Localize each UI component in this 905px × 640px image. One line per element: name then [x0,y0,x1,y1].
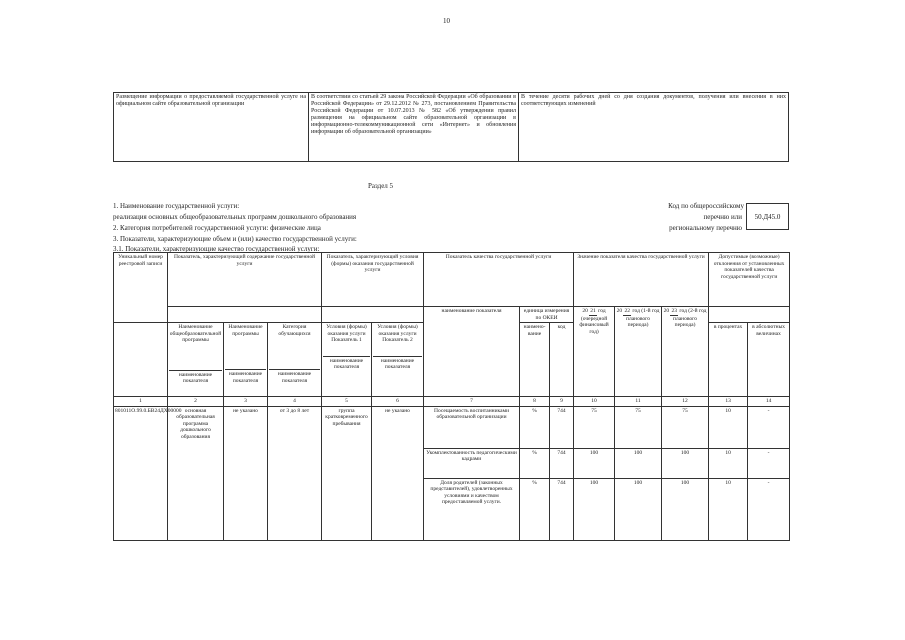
row-program: не указано [224,406,268,540]
header-conditions: Показатель, характеризующий условия (формы) оказания государственной услуги [322,253,424,307]
placement-frequency: В течение десяти рабочих дней со дня создания документов, получения или внесения в них соответствующих изменений [519,93,789,162]
header-percent: в процентах [709,323,748,397]
indicator-value-3: 100 [662,448,709,478]
indicator-value-1: 75 [574,406,615,448]
header-quality: Показатель качества государственной услуги [424,253,574,307]
placement-basis: В соответствии со статьей 29 закона Российской Федерации «Об образовании в Российской Федерации» от 29.12.2012 № 273, постановлением Правительства Российской Федерации от 10.07.2013 № 582 «Об утверждении правил размещения на официальном сайте образовательной организации в информационно-телекоммуникационной сети «Интернет» и обновления информации об образовательной организации» [309,93,519,162]
header-category: Категория обучающихся наименование показателя [268,323,322,397]
column-number: 9 [550,397,574,407]
indicator-name: Доля родителей (законных представителей), удовлетворенных условиями и качеством предоставляемой услуги. [424,478,520,540]
indicator-value-3: 75 [662,406,709,448]
indicators-heading: 3. Показатели, характеризующие объем и (или) качество государственной услуги: [113,235,357,243]
indicator-name: Посещаемость воспитанниками образовательной организации [424,406,520,448]
column-number: 2 [168,397,224,407]
header-unit-name: наимено-вание [520,323,550,397]
header-values: Значение показателя качества государственной услуги [574,253,709,307]
header-program: Наименование программы наименование показателя [224,323,268,397]
column-numbers-row [114,397,790,407]
column-number: 13 [709,397,748,407]
row-condition-1: группа кратковременного пребывания [322,406,372,540]
code-label-1: Код по общероссийскому [668,202,744,210]
indicator-unit: % [520,478,550,540]
indicator-code: 744 [550,448,574,478]
header-year-1: 20 21 год (очередной финансовый год) [574,307,615,397]
indicator-name: Укомплектованность педагогическими кадрами [424,448,520,478]
page-number: 10 [443,17,450,25]
indicator-deviation-abs: - [748,448,790,478]
header-deviation: Допустимые (возможные) отклонения от установленных показателей качества государственной услуги [709,253,790,307]
column-number: 6 [372,397,424,407]
quality-indicators-table [113,252,790,541]
indicator-unit: % [520,406,550,448]
row-registry-code: 801011О.99.0.БВ24ДХ00000 [114,406,168,540]
column-number: 1 [114,397,168,407]
consumer-category: 2. Категория потребителей государственной услуги: физические лица [113,224,321,232]
indicator-value-1: 100 [574,478,615,540]
code-label-2: перечню или [703,213,742,221]
service-name-label: 1. Наименование государственной услуги: [113,202,240,210]
code-label-3: региональному перечню [669,224,742,232]
row-condition-2: не указано [372,406,424,540]
indicator-value-2: 75 [615,406,662,448]
column-number: 11 [615,397,662,407]
indicator-deviation-pct: 10 [709,406,748,448]
header-absolute: в абсолютных величинах [748,323,790,397]
header-unit: единица измерения по ОКЕИ [520,307,574,323]
indicator-code: 744 [550,478,574,540]
indicator-unit: % [520,448,550,478]
indicator-value-3: 100 [662,478,709,540]
column-number: 7 [424,397,520,407]
column-number: 5 [322,397,372,407]
quality-indicators-heading: 3.1. Показатели, характеризующие качество государственной услуги: [113,245,320,253]
header-program-name: Наименование общеобразовательной программы наименование показателя [168,323,224,397]
indicator-deviation-pct: 10 [709,448,748,478]
column-number: 4 [268,397,322,407]
indicator-deviation-abs: - [748,478,790,540]
service-name: реализация основных общеобразовательных программ дошкольного образования [113,213,357,221]
header-year-2: 20 22 год (1-й год планового периода) [615,307,662,397]
header-unit-code: код [550,323,574,397]
registry-code-box: 50.Д45.0 [746,203,789,230]
column-number: 3 [224,397,268,407]
header-condition-1: Условия (формы) оказания услуги Показатель 1 наименование показателя [322,323,372,397]
row-program-type: основная образовательная программа дошкольного образования [168,406,224,540]
row-category: от 3 до 8 лет [268,406,322,540]
indicator-deviation-abs: - [748,406,790,448]
header-unique-number: Уникальный номер реестровой записи [114,253,168,323]
indicator-value-1: 100 [574,448,615,478]
indicator-value-2: 100 [615,448,662,478]
header-year-3: 20 23 год (2-й год планового периода) [662,307,709,397]
column-number: 8 [520,397,550,407]
column-number: 14 [748,397,790,407]
header-content: Показатель, характеризующий содержание государственной услуги [168,253,322,307]
info-placement-table [113,92,789,162]
column-number: 12 [662,397,709,407]
indicator-deviation-pct: 10 [709,478,748,540]
indicator-code: 744 [550,406,574,448]
header-condition-2: Условия (формы) оказания услуги Показатель 2 наименование показателя [372,323,424,397]
section-title: Раздел 5 [368,182,394,190]
indicator-value-2: 100 [615,478,662,540]
header-indicator-name: наименование показателя [424,307,520,397]
placement-method: Размещение информации о предоставляемой государственной услуге на официальном сайте образовательной организации [114,93,309,162]
column-number: 10 [574,397,615,407]
